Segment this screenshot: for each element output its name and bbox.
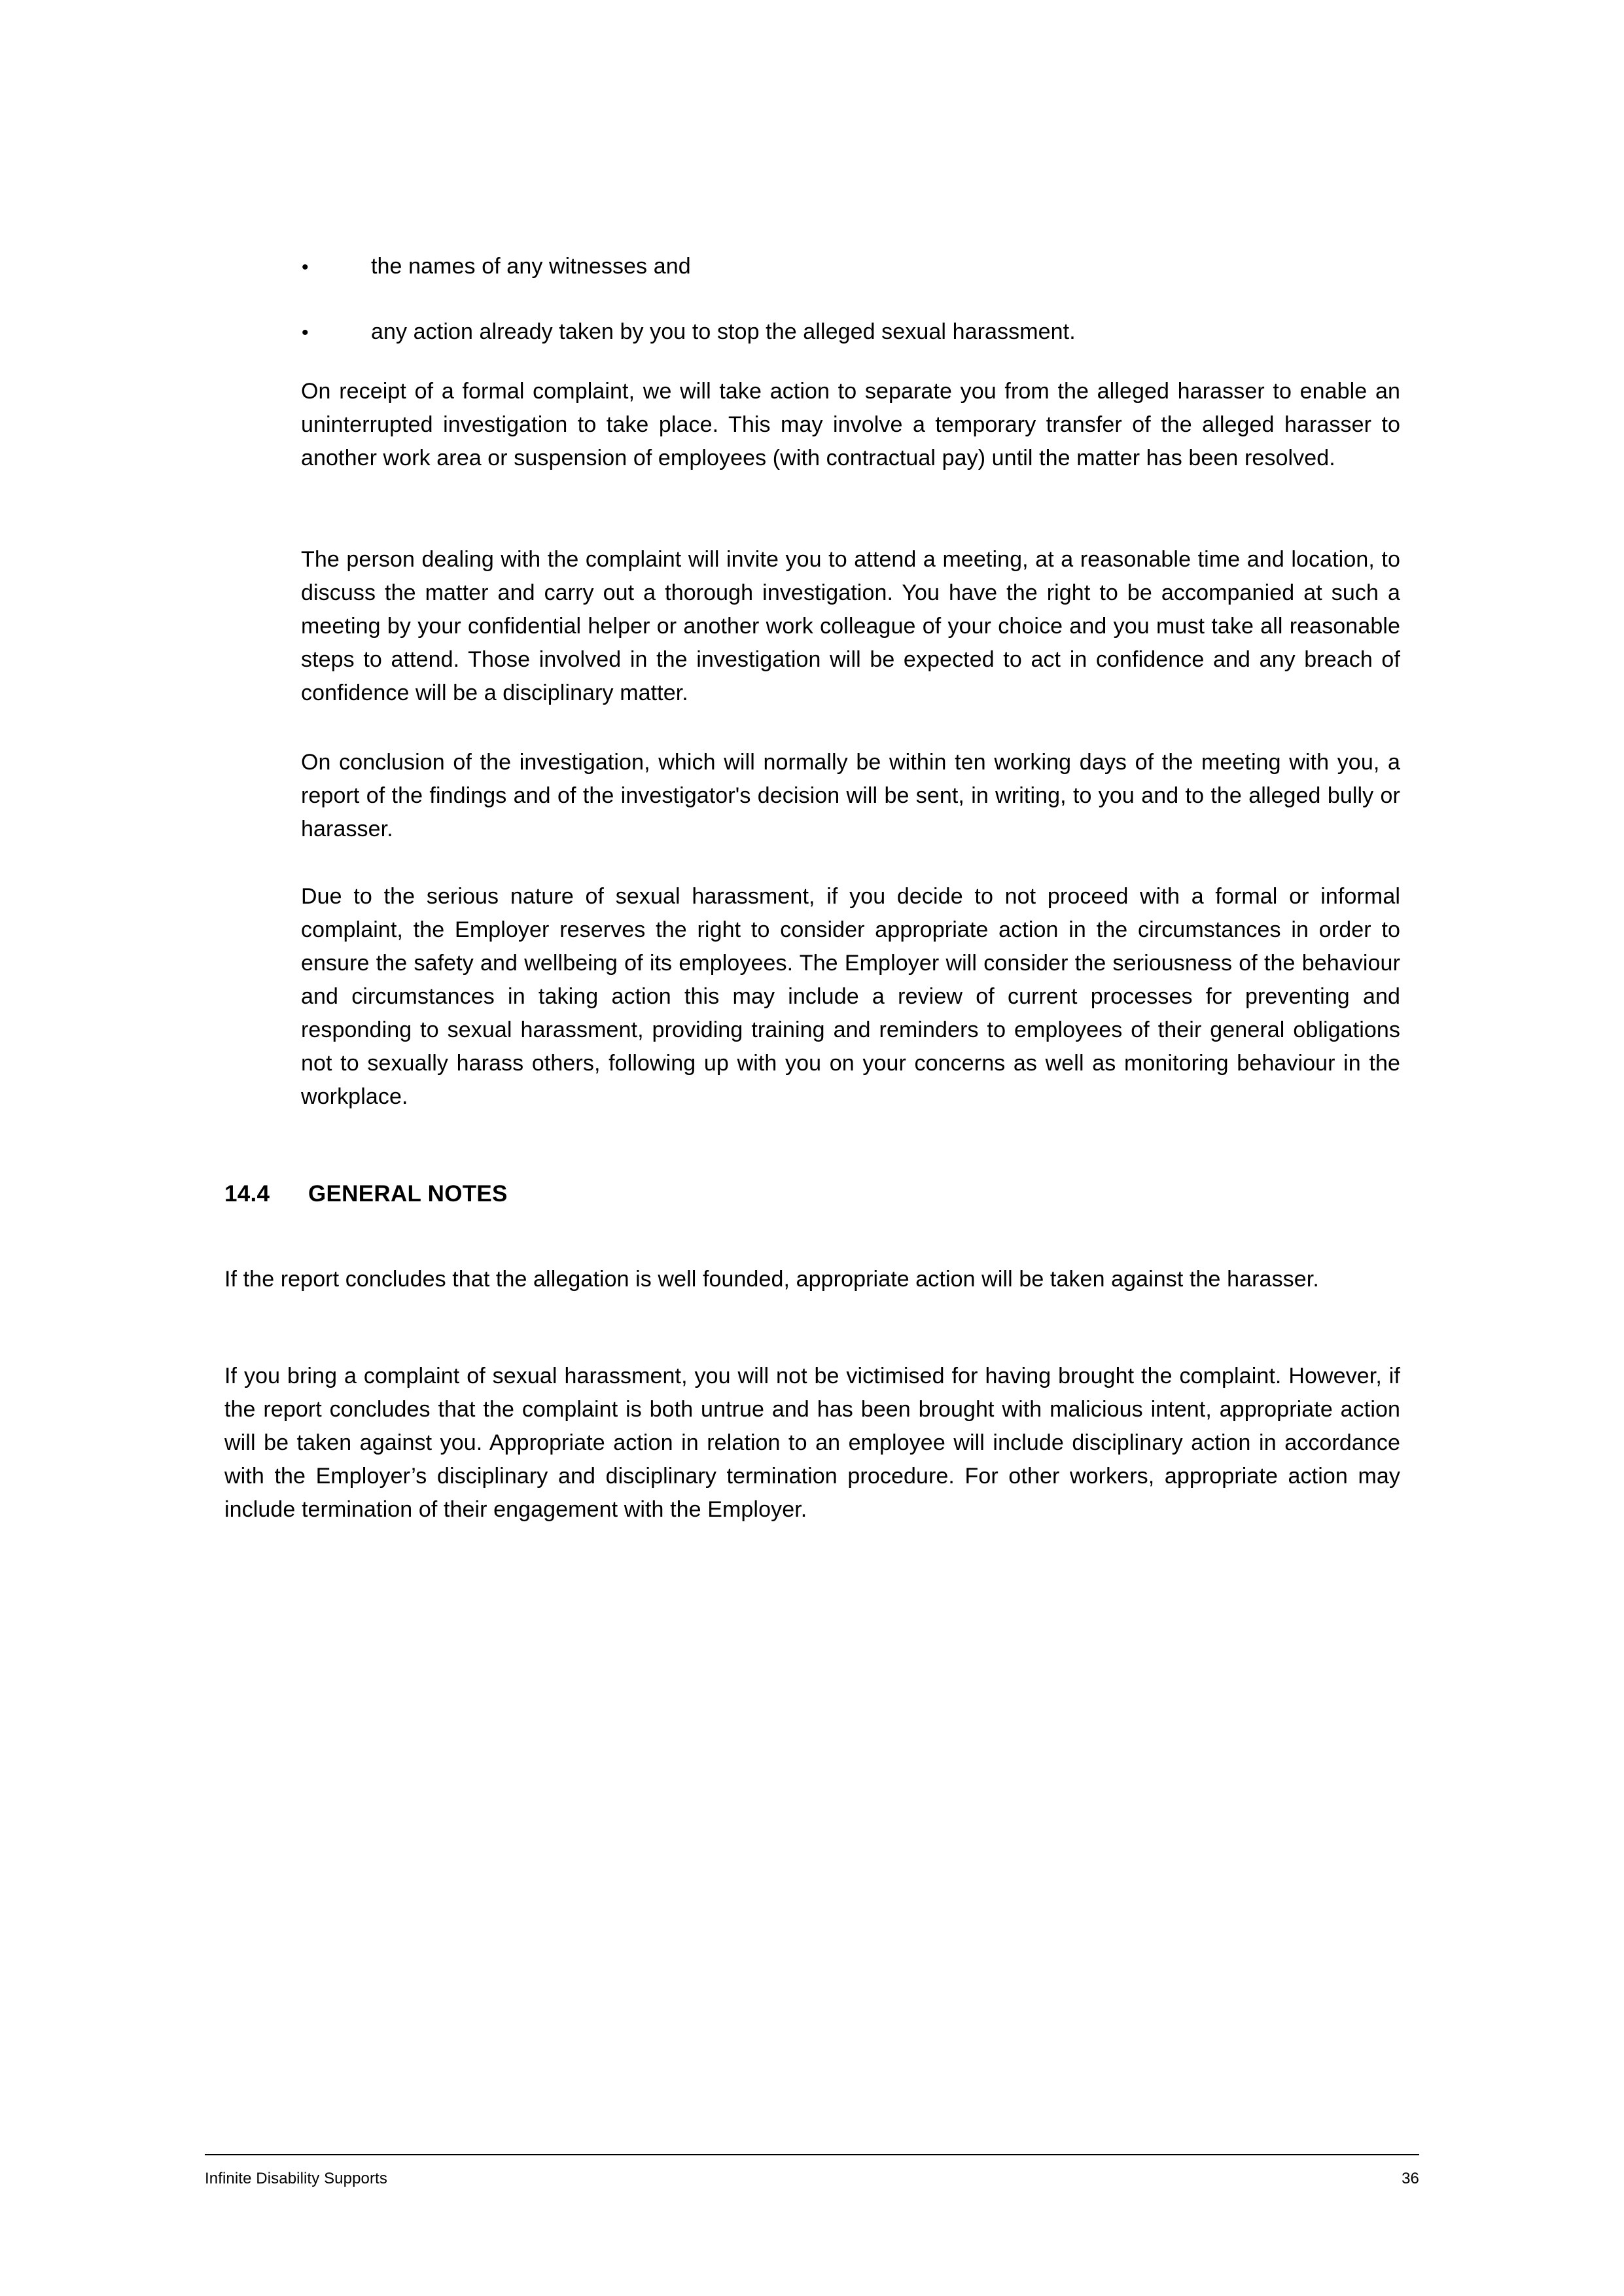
page-footer [205, 2154, 1419, 2188]
paragraph-serious-nature: Due to the serious nature of sexual harassment, if you decide to not proceed with a formal or informal complaint, the Employer reserves the right to consider appropriate action in the circumstances in order to ensure the safety and wellbeing of its employees. The Employer will consider the seriousness of the behaviour and circumstances in taking action this may include a review of current processes for preventing and responding to sexual harassment, providing training and reminders to employees of their general obligations not to sexually harass others, following up with you on your concerns as well as monitoring behaviour in the workplace. [301, 884, 1400, 1109]
section-number: 14.4 [224, 1181, 270, 1207]
paragraph-victimisation-protection: If you bring a complaint of sexual harassment, you will not be victimised for having brought the complaint. However, if the report concludes that the complaint is both untrue and has been brought with malicious intent, appropriate action will be taken against you. Appropriate action in relation to an employee will include disciplinary action in accordance with the Employer’s disciplinary and disciplinary termination procedure. For other workers, appropriate action may include termination of their engagement with the Employer. [224, 1364, 1400, 1522]
bullet-list [224, 255, 1400, 385]
footer-organisation: Infinite Disability Supports [205, 2170, 387, 2187]
bullet-icon: • [302, 256, 309, 278]
paragraph-formal-complaint-receipt: On receipt of a formal complaint, we will take action to separate you from the alleged harasser to enable an uninterrupted investigation to take place. This may involve a temporary transfer of the alleged harasser to another work area or suspension of employees (with contractual pay) until the matter has been resolved. [301, 379, 1400, 470]
footer-row [205, 2170, 1419, 2188]
section-heading [224, 1181, 508, 1207]
list-item-text: any action already taken by you to stop the alleged sexual harassment. [371, 319, 1076, 344]
list-item [224, 321, 1400, 345]
paragraph-well-founded-allegation: If the report concludes that the allegation is well founded, appropriate action will be taken against the harasser. [224, 1267, 1319, 1292]
paragraph-investigation-conclusion: On conclusion of the investigation, which will normally be within ten working days of the meeting with you, a report of the findings and of the investigator's decision will be sent, in writing, to you and to the alleged bully or harasser. [301, 750, 1400, 841]
list-item-text: the names of any witnesses and [371, 254, 691, 279]
paragraph-meeting-invitation: The person dealing with the complaint will invite you to attend a meeting, at a reasonable time and location, to discuss the matter and carry out a thorough investigation. You have the right to be accompanied at such a meeting by your confidential helper or another work colleague of your choice and you must take all reasonable steps to attend. Those involved in the investigation will be expected to act in confidence and any breach of confidence will be a disciplinary matter. [301, 547, 1400, 705]
section-title: GENERAL NOTES [308, 1181, 508, 1207]
footer-divider [205, 2154, 1419, 2155]
list-item [224, 255, 1400, 280]
footer-page-number: 36 [1402, 2170, 1419, 2187]
bullet-icon: • [302, 321, 309, 344]
